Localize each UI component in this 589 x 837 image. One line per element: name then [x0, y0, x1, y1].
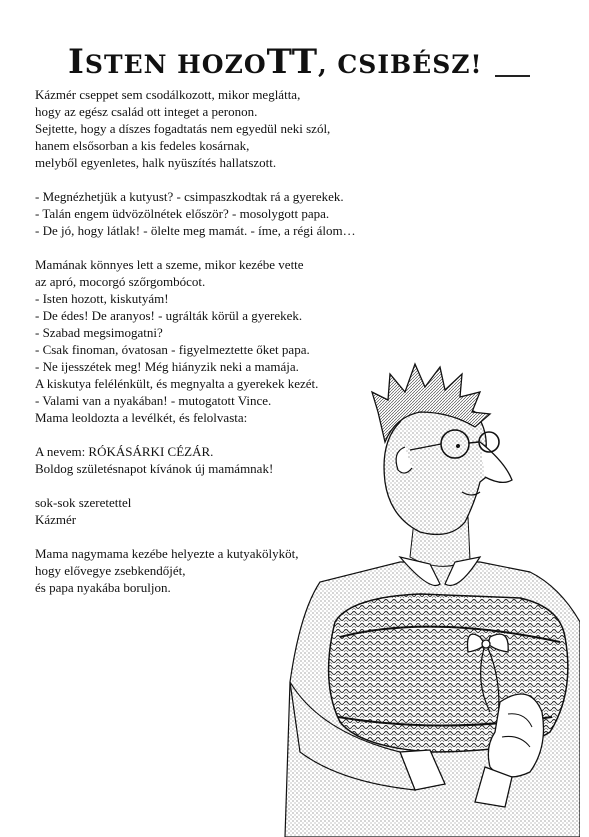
- story-line: - Megnézhetjük a kutyust? - csimpaszkodtak rá a gyerekek.: [35, 189, 344, 204]
- story-line: Mama leoldozta a levélkét, és felolvasta:: [35, 410, 248, 425]
- story-line: A nevem: RÓKÁSÁRKI CÉZÁR.: [35, 444, 214, 459]
- story-line: az apró, mocorgó szőrgombócot.: [35, 274, 206, 289]
- title-tt: TT: [266, 42, 318, 82]
- title-text-2: , CSIBÉSZ!: [318, 50, 483, 79]
- story-line: - Szabad megsimogatni?: [35, 325, 163, 340]
- story-line: Boldog születésnapot kívánok új mamámnak!: [35, 461, 274, 476]
- story-line: - Ne ijesszétek meg! Még hiányzik neki a mamája.: [35, 359, 299, 374]
- story-line: sok-sok szeretettel: [35, 495, 132, 510]
- title-underline: [495, 75, 530, 77]
- paragraph-gap: [35, 239, 465, 256]
- story-line: Sejtette, hogy a díszes fogadtatás nem egyedül neki szól,: [35, 121, 331, 136]
- story-line: Kázmér cseppet sem csodálkozott, mikor meglátta,: [35, 87, 301, 102]
- page-title: [68, 42, 538, 82]
- story-line: melyből egyenletes, halk nyüszítés hallatszott.: [35, 155, 277, 170]
- story-line: Mamának könnyes lett a szeme, mikor kezébe vette: [35, 257, 304, 272]
- story-line: és papa nyakába boruljon.: [35, 580, 171, 595]
- title-text-1: STEN HOZO: [84, 50, 267, 79]
- story-line: - Valami van a nyakában! - mutogatott Vince.: [35, 393, 272, 408]
- story-line: hogy az egész család ott integet a peronon.: [35, 104, 258, 119]
- story-line: A kiskutya felélénkült, és megnyalta a gyerekek kezét.: [35, 376, 319, 391]
- story-line: hogy elővegye zsebkendőjét,: [35, 563, 186, 578]
- man-with-basket-illustration: [280, 352, 580, 837]
- story-line: - De jó, hogy látlak! - ölelte meg mamát. - íme, a régi álom…: [35, 223, 356, 238]
- story-line: Kázmér: [35, 512, 77, 527]
- paragraph-gap: [35, 171, 465, 188]
- story-line: Mama nagymama kezébe helyezte a kutyakölyköt,: [35, 546, 299, 561]
- story-line: hanem elsősorban a kis fedeles kosárnak,: [35, 138, 250, 153]
- title-initial: I: [68, 42, 85, 82]
- story-line: - De édes! De aranyos! - ugrálták körül a gyerekek.: [35, 308, 303, 323]
- story-line: - Isten hozott, kiskutyám!: [35, 291, 169, 306]
- story-line: - Talán engem üdvözölnétek először? - mosolygott papa.: [35, 206, 330, 221]
- story-line: - Csak finoman, óvatosan - figyelmeztette őket papa.: [35, 342, 310, 357]
